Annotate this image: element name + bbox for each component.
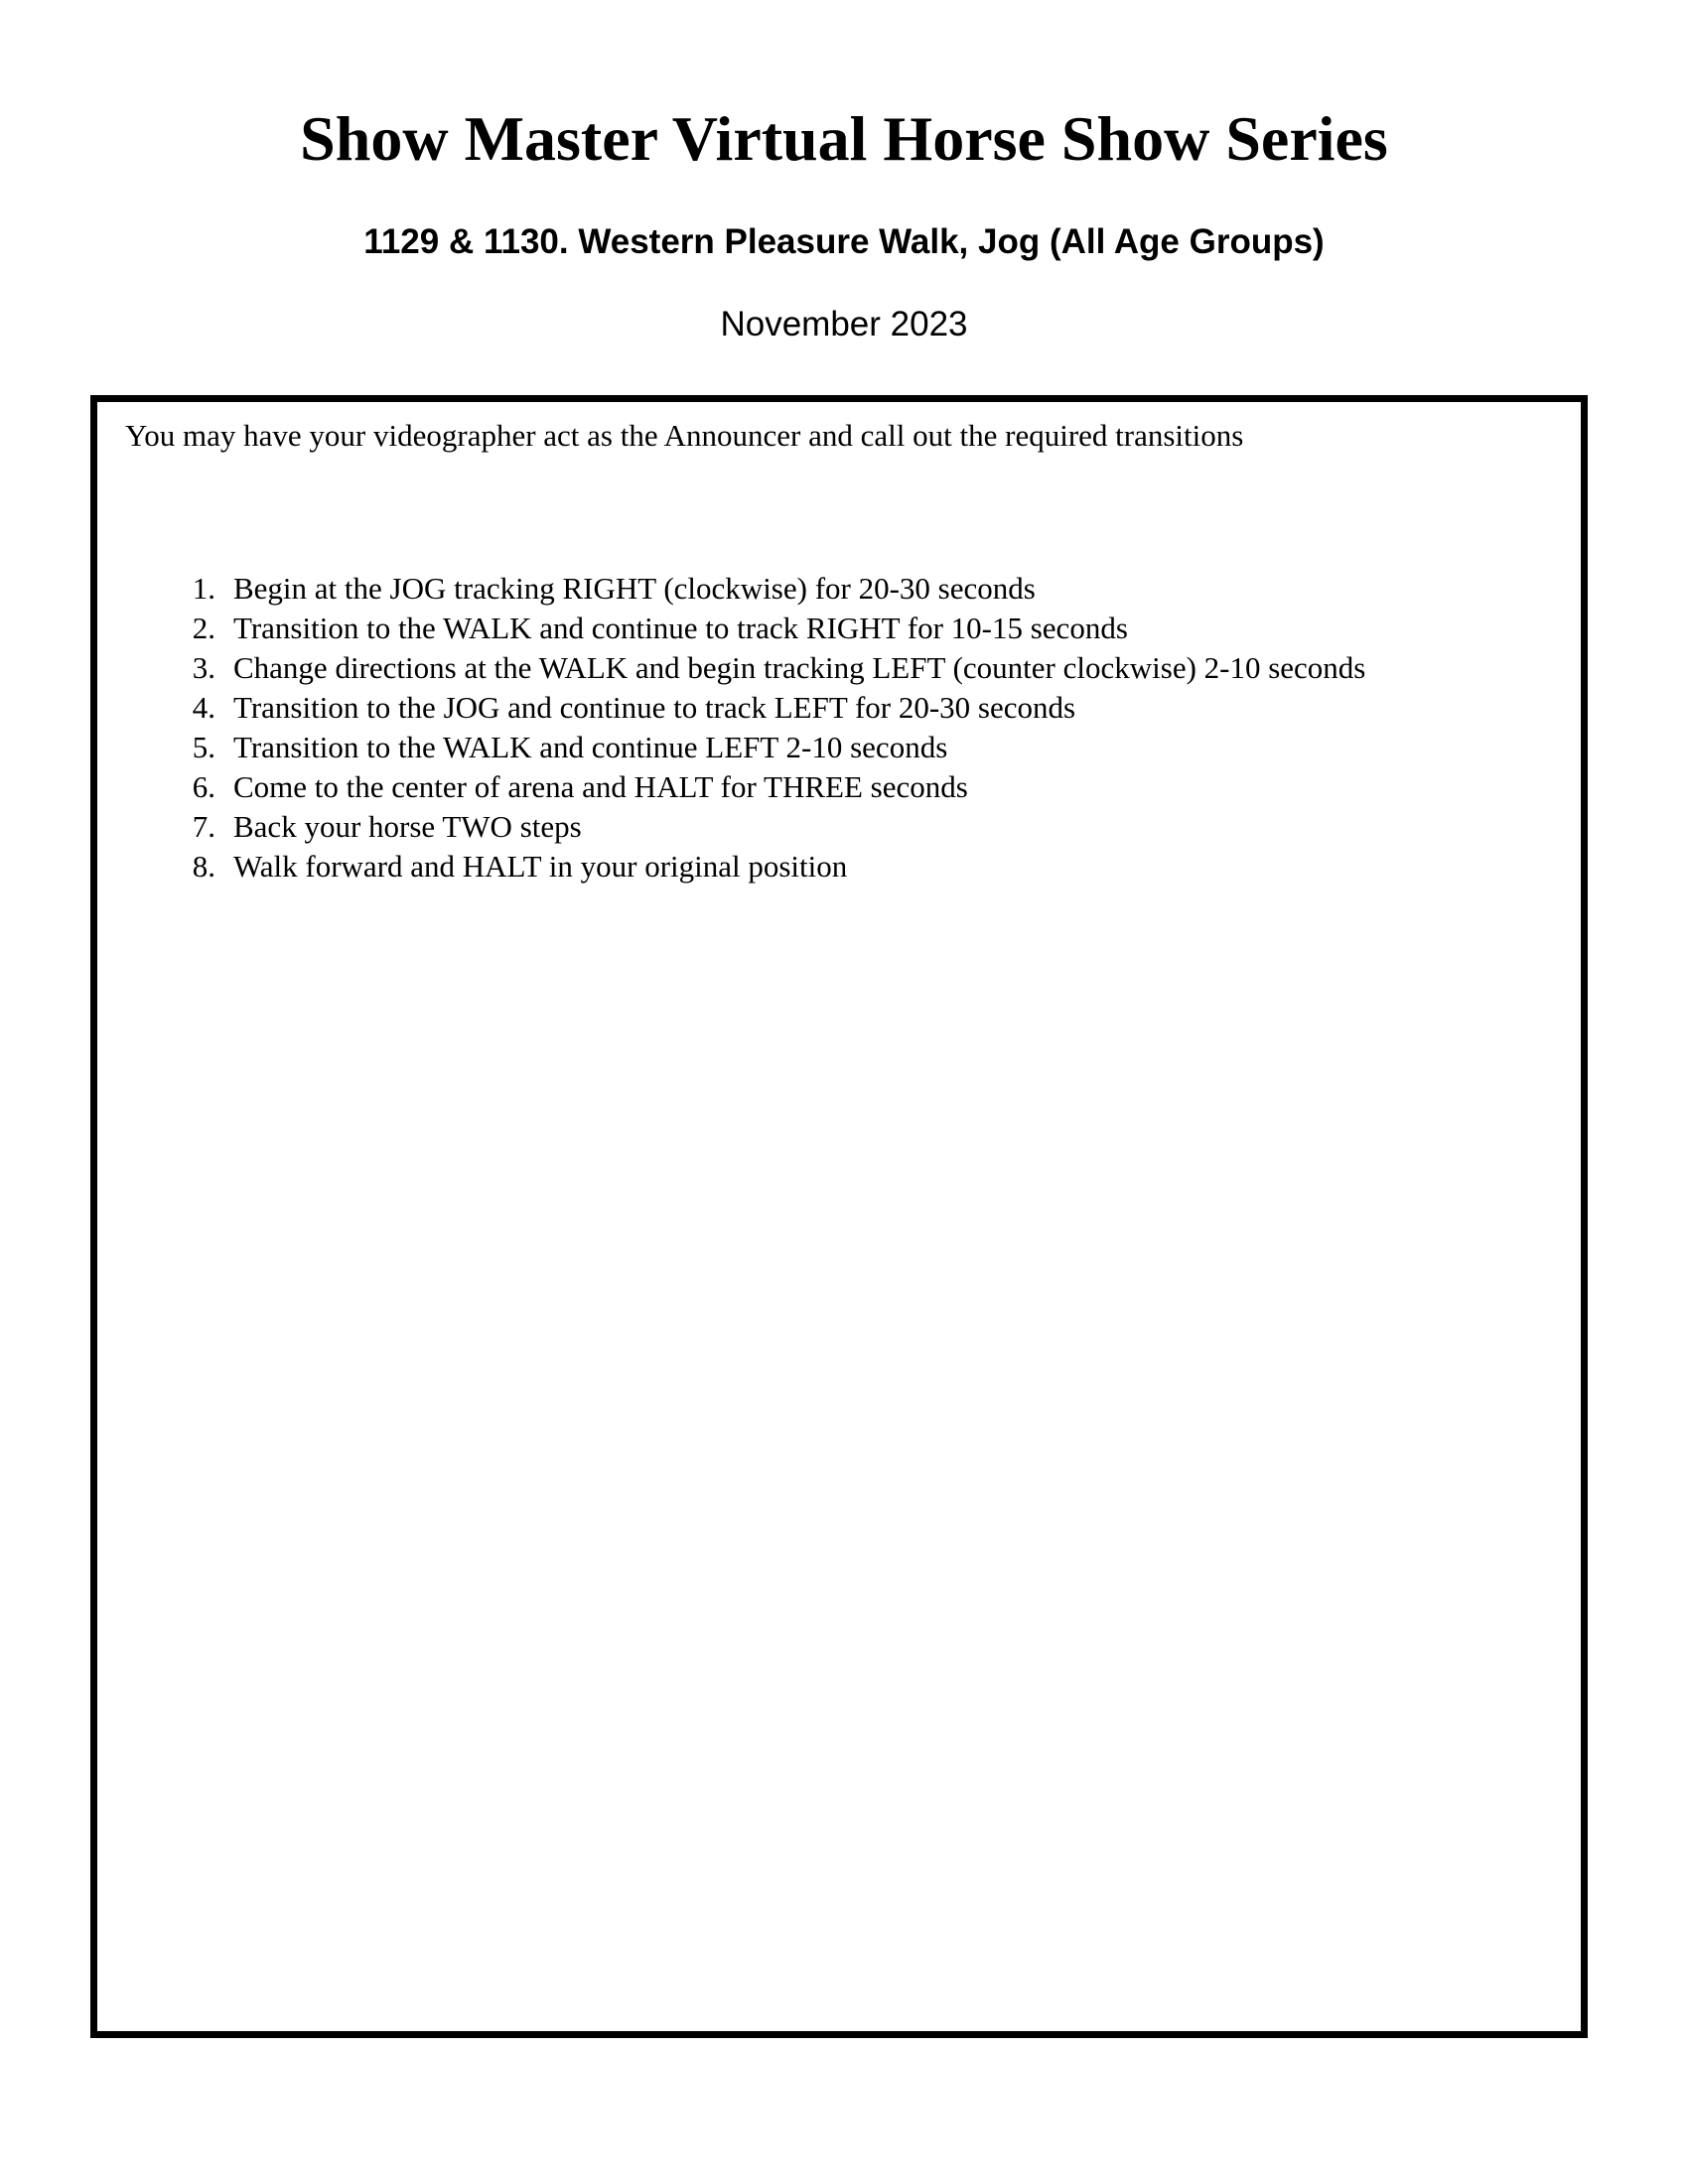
step-number: 4. [192, 690, 215, 725]
step-text: Change directions at the WALK and begin tracking LEFT (counter clockwise) 2-10 seconds [233, 650, 1366, 685]
list-item [166, 807, 1365, 847]
pattern-steps-list [166, 569, 1365, 887]
step-number: 5. [192, 730, 215, 764]
step-number: 1. [192, 571, 215, 606]
page-title: Show Master Virtual Horse Show Series [300, 103, 1388, 174]
list-item [166, 609, 1365, 648]
step-text: Transition to the WALK and continue LEFT 2-10 seconds [233, 730, 948, 764]
list-item [166, 728, 1365, 767]
step-number: 7. [192, 809, 215, 844]
step-number: 3. [192, 650, 215, 685]
list-item [166, 688, 1365, 728]
step-text: Begin at the JOG tracking RIGHT (clockwise) for 20-30 seconds [233, 571, 1036, 606]
announcer-instructions: You may have your videographer act as the Announcer and call out the required transitions [125, 418, 1244, 453]
step-text: Transition to the WALK and continue to track RIGHT for 10-15 seconds [233, 611, 1128, 645]
step-text: Transition to the JOG and continue to track LEFT for 20-30 seconds [233, 690, 1076, 725]
step-text: Back your horse TWO steps [233, 809, 582, 844]
list-item [166, 847, 1365, 887]
step-number: 6. [192, 769, 215, 804]
step-text: Come to the center of arena and HALT for THREE seconds [233, 769, 968, 804]
list-item [166, 648, 1365, 688]
step-number: 8. [192, 849, 215, 884]
list-item [166, 767, 1365, 807]
step-number: 2. [192, 611, 215, 645]
step-text: Walk forward and HALT in your original position [233, 849, 848, 884]
pattern-box [90, 395, 1588, 2038]
show-date: November 2023 [720, 305, 968, 343]
list-item [166, 569, 1365, 609]
class-subtitle: 1129 & 1130. Western Pleasure Walk, Jog (All Age Groups) [363, 222, 1325, 261]
